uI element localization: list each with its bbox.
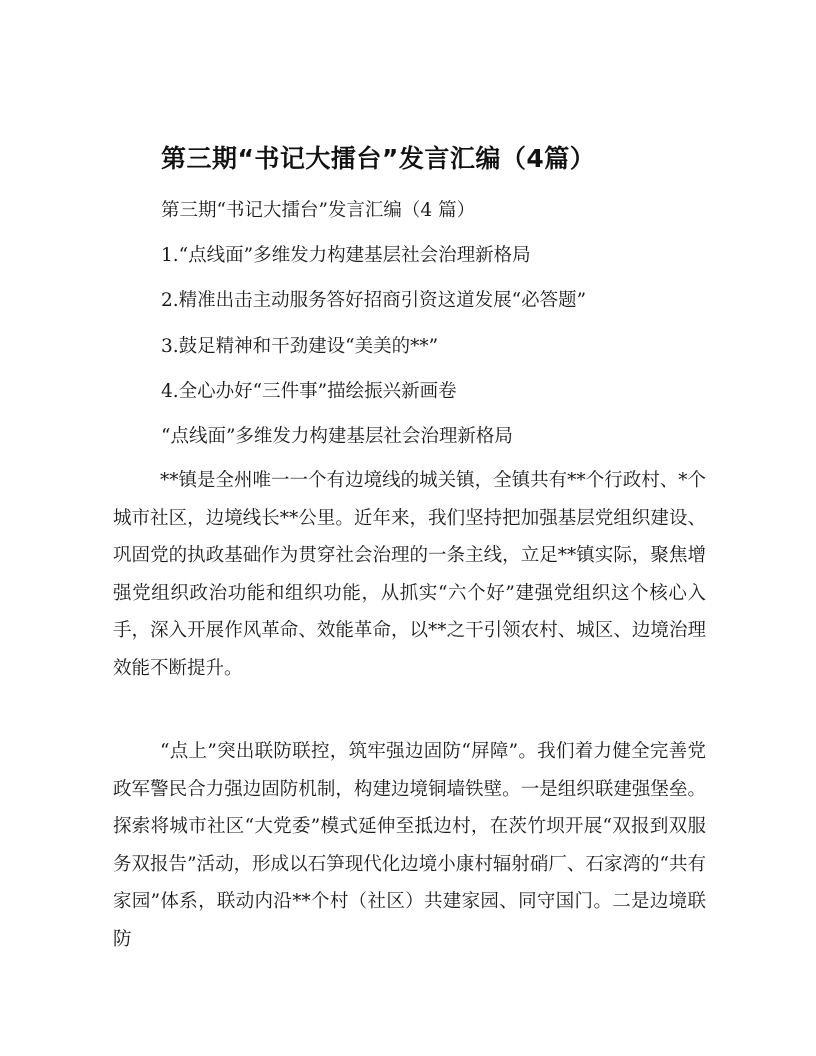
section-heading: “点线面”多维发力构建基层社会治理新格局	[161, 426, 513, 447]
toc-item-4: 4.全心办好“三件事”描绘振兴新画卷	[161, 381, 457, 402]
document-subtitle: 第三期“书记大擂台”发言汇编（4 篇）	[161, 200, 476, 221]
toc-item-2: 2.精准出击主动服务答好招商引资这道发展“必答题”	[161, 290, 587, 311]
body-paragraph-2: “点上”突出联防联控，筑牢强边固防“屏障”。我们着力健全完善党政军警民合力强边固防机制，构建边境铜墙铁壁。一是组织联建强堡垒。探索将城市社区“大党委”模式延伸至抵边村，在茨竹坝开展“双报到双服务双报告”活动，形成以石笋现代化边境小康村辐射硝厂、石家湾的“共有家园”体系，联动内沿**个村（社区）共建家园、同守国门。二是边境联防	[113, 741, 706, 950]
body-paragraph-1: **镇是全州唯一一个有边境线的城关镇，全镇共有**个行政村、*个城市社区，边境线长**公里。近年来，我们坚持把加强基层党组织建设、巩固党的执政基础作为贯穿社会治理的一条主线，立足**镇实际，聚焦增强党组织政治功能和组织功能，从抓实“六个好”建强党组织这个核心入手，深入开展作风革命、效能革命，以**之干引领农村、城区、边境治理效能不断提升。	[113, 470, 706, 679]
toc-item-3: 3.鼓足精神和干劲建设“美美的**”	[161, 336, 439, 357]
document-title: 第三期“书记大擂台”发言汇编（4篇）	[161, 144, 596, 173]
toc-item-1: 1.“点线面”多维发力构建基层社会治理新格局	[161, 245, 531, 266]
